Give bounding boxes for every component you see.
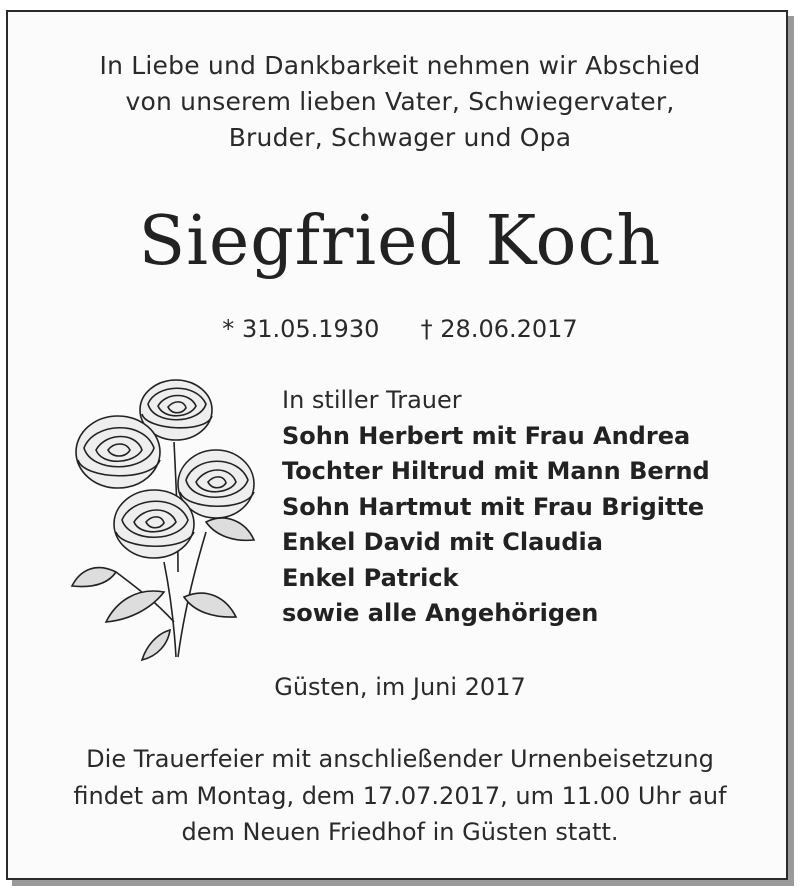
birth-symbol: *: [222, 315, 235, 343]
mourner-name: sowie alle Angehörigen: [282, 599, 599, 627]
death-date: 28.06.2017: [440, 315, 578, 343]
intro-text: [0, 48, 800, 156]
funeral-line: findet am Montag, dem 17.07.2017, um 11.00 Uhr auf: [73, 781, 727, 810]
life-dates: [0, 312, 800, 346]
roses-bouquet-icon: [66, 372, 266, 662]
mourner-name: Sohn Hartmut mit Frau Brigitte: [282, 492, 705, 521]
funeral-line: Die Trauerfeier mit anschließender Urnenbeisetzung: [86, 745, 714, 773]
mourners-list: [282, 383, 762, 632]
mourner-name: Enkel David mit Claudia: [282, 528, 603, 556]
mourner-name: Tochter Hiltrud mit Mann Bernd: [282, 457, 710, 485]
funeral-info: [0, 741, 800, 851]
deceased-name: Siegfried Koch: [138, 202, 662, 281]
intro-line: In Liebe und Dankbarkeit nehmen wir Abschied: [99, 51, 701, 80]
funeral-line: dem Neuen Friedhof in Güsten statt.: [181, 818, 619, 846]
birth-date: 31.05.1930: [241, 315, 380, 343]
mourners-lead: In stiller Trauer: [282, 386, 462, 414]
place-date: Güsten, im Juni 2017: [274, 673, 526, 701]
death-symbol-icon: †: [420, 315, 433, 343]
mourner-name: Enkel Patrick: [282, 563, 459, 592]
intro-line: Bruder, Schwager und Opa: [228, 123, 572, 152]
mourner-name: Sohn Herbert mit Frau Andrea: [282, 421, 691, 450]
intro-line: von unserem lieben Vater, Schwiegervater,: [125, 87, 675, 116]
